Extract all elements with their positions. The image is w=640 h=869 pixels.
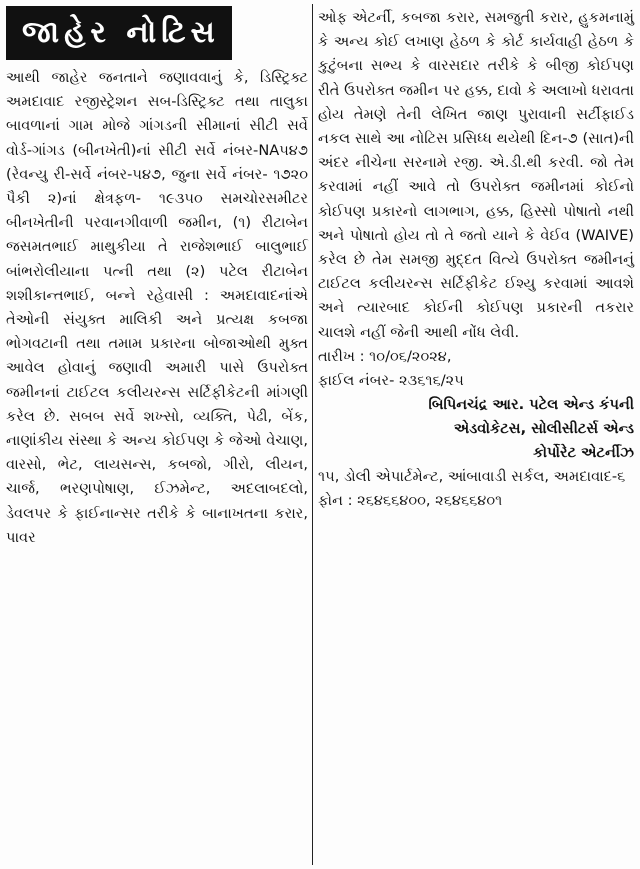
notice-body-left: આથી જાહેર જનતાને જણાવવાનું કે, ડિસ્ટ્રિક્ટ અમદાવાદ રજીસ્ટ્રેશન સબ-ડિસ્ટ્રિક્ટ તથા તાલુકા બાવળાનાં ગામ મોજે ગાંગડની સીમાનાં સીટી સર્વે વોર્ડ-ગાંગડ (બીનખેતી)નાં સીટી સર્વે નંબર-NA૫૪૭ (રેવન્યુ રી-સર્વે નંબર-૫૪૭, જુના સર્વે નંબર- ૧૭૨૦ પૈકી ૨)નાં ક્ષેત્રફળ- ૧૯૩૫૦ સમચોરસમીટર બીનખેતીની પરવાનગીવાળી જમીન, (૧) રીટાબેન જસમતભાઈ માથુકીયા તે રાજેશભાઈ બાલુભાઈ બાંભરોલીયાના પત્ની તથા (૨) પટેલ રીટાબેન શશીકાન્તભાઈ, બન્ને રહેવાસી : અમદાવાદનાંએ તેઓની સંયુક્ત માલિકી અને પ્રત્યક્ષ કબજા ભોગવટાની તથા તમામ પ્રકારના બોજાઓથી મુક્ત આવેલ હોવાનું જણાવી અમારી પાસે ઉપરોક્ત જમીનનાં ટાઈટલ કલીયરન્સ સર્ટિફીકેટની માંગણી કરેલ છે. સબબ સર્વે શખ્સો, વ્યક્તિ, પેઢી, બેંક, નાણાંકીય સંસ્થા કે અન્ય કોઈપણ કે જેઓ વેચાણ, વારસો, ભેટ, લાયસન્સ, કબજો, ગીરો, લીયન, ચાર્જ, ભરણપોષાણ, ઈઝમેન્ટ, અદલાબદલો, ડેવલપર કે ફાઈનાન્સર તરીકે કે બાનાખતના કરાર, પાવર bbox=[6, 69, 308, 546]
column-divider bbox=[312, 4, 313, 865]
signatory-firm: બિપિનચંદ્ર આર. પટેલ એન્ડ કંપની bbox=[428, 395, 634, 413]
signatory-title: એડવોકેટસ, સોલીસીટર્સ એન્ડ bbox=[453, 419, 634, 437]
signatory-address: ૧૫, ડોલી એપાર્ટમેન્ટ, આંબાવાડી સર્કલ, અમદાવાદ-૬ bbox=[318, 467, 626, 485]
left-column bbox=[6, 6, 308, 863]
notice-title: જાહેર નોટિસ bbox=[6, 6, 232, 60]
right-column bbox=[318, 6, 634, 863]
notice-body-right: ઓફ એટર્ની, કબજા કરાર, સમજુતી કરાર, હુકમનામું કે અન્ય કોઈ લખાણ હેઠળ કે કોર્ટ કાર્યવાહી હેઠળ કે કુટુંબના સભ્ય કે વારસદાર તરીકે કે બીજી કોઈપણ રીતે ઉપરોક્ત જમીન પર હક્ક, દાવો કે અલાખો ધરાવતા હોય તેમણે તેની લેખિત જાણ પુરાવાની સર્ટીફાઈડ નકલ સાથે આ નોટિસ પ્રસિધ્ધ થયેથી દિન-૭ (સાત)ની અંદર નીચેના સરનામે રજી. એ.ડી.થી કરવી. જો તેમ કરવામાં નહીં આવે તો ઉપરોક્ત જમીનમાં કોઈનો કોઈપણ પ્રકારનો લાગભાગ, હક્ક, હિસ્સો પોષાતો નથી અને પોષાતો હોય તો તે જતો યાને કે વેઈવ (WAIVE) કરેલ છે તેમ સમજી મુદ્દત વિત્યે ઉપરોક્ત જમીનનું ટાઈટલ કલીયરન્સ સર્ટિફીકેટ ઈશ્યુ કરવામાં આવશે અને ત્યારબાદ કોઈની કોઈપણ પ્રકારની તકરાર ચાલશે નહીં જેની આથી નોંધ લેવી. bbox=[318, 9, 634, 341]
signatory-role: કોર્પોરેટ એટર્નીઝ bbox=[533, 443, 634, 461]
signatory-phone: ફોન : ૨૬૪૬૬૪૦૦, ૨૬૪૬૬૪૦૧ bbox=[318, 491, 503, 509]
notice-date: તારીખ : ૧૦/૦૬/૨૦૨૪, bbox=[318, 347, 452, 365]
file-number: ફાઈલ નંબર- ૨૩૬૧૬/૨૫ bbox=[318, 371, 464, 389]
